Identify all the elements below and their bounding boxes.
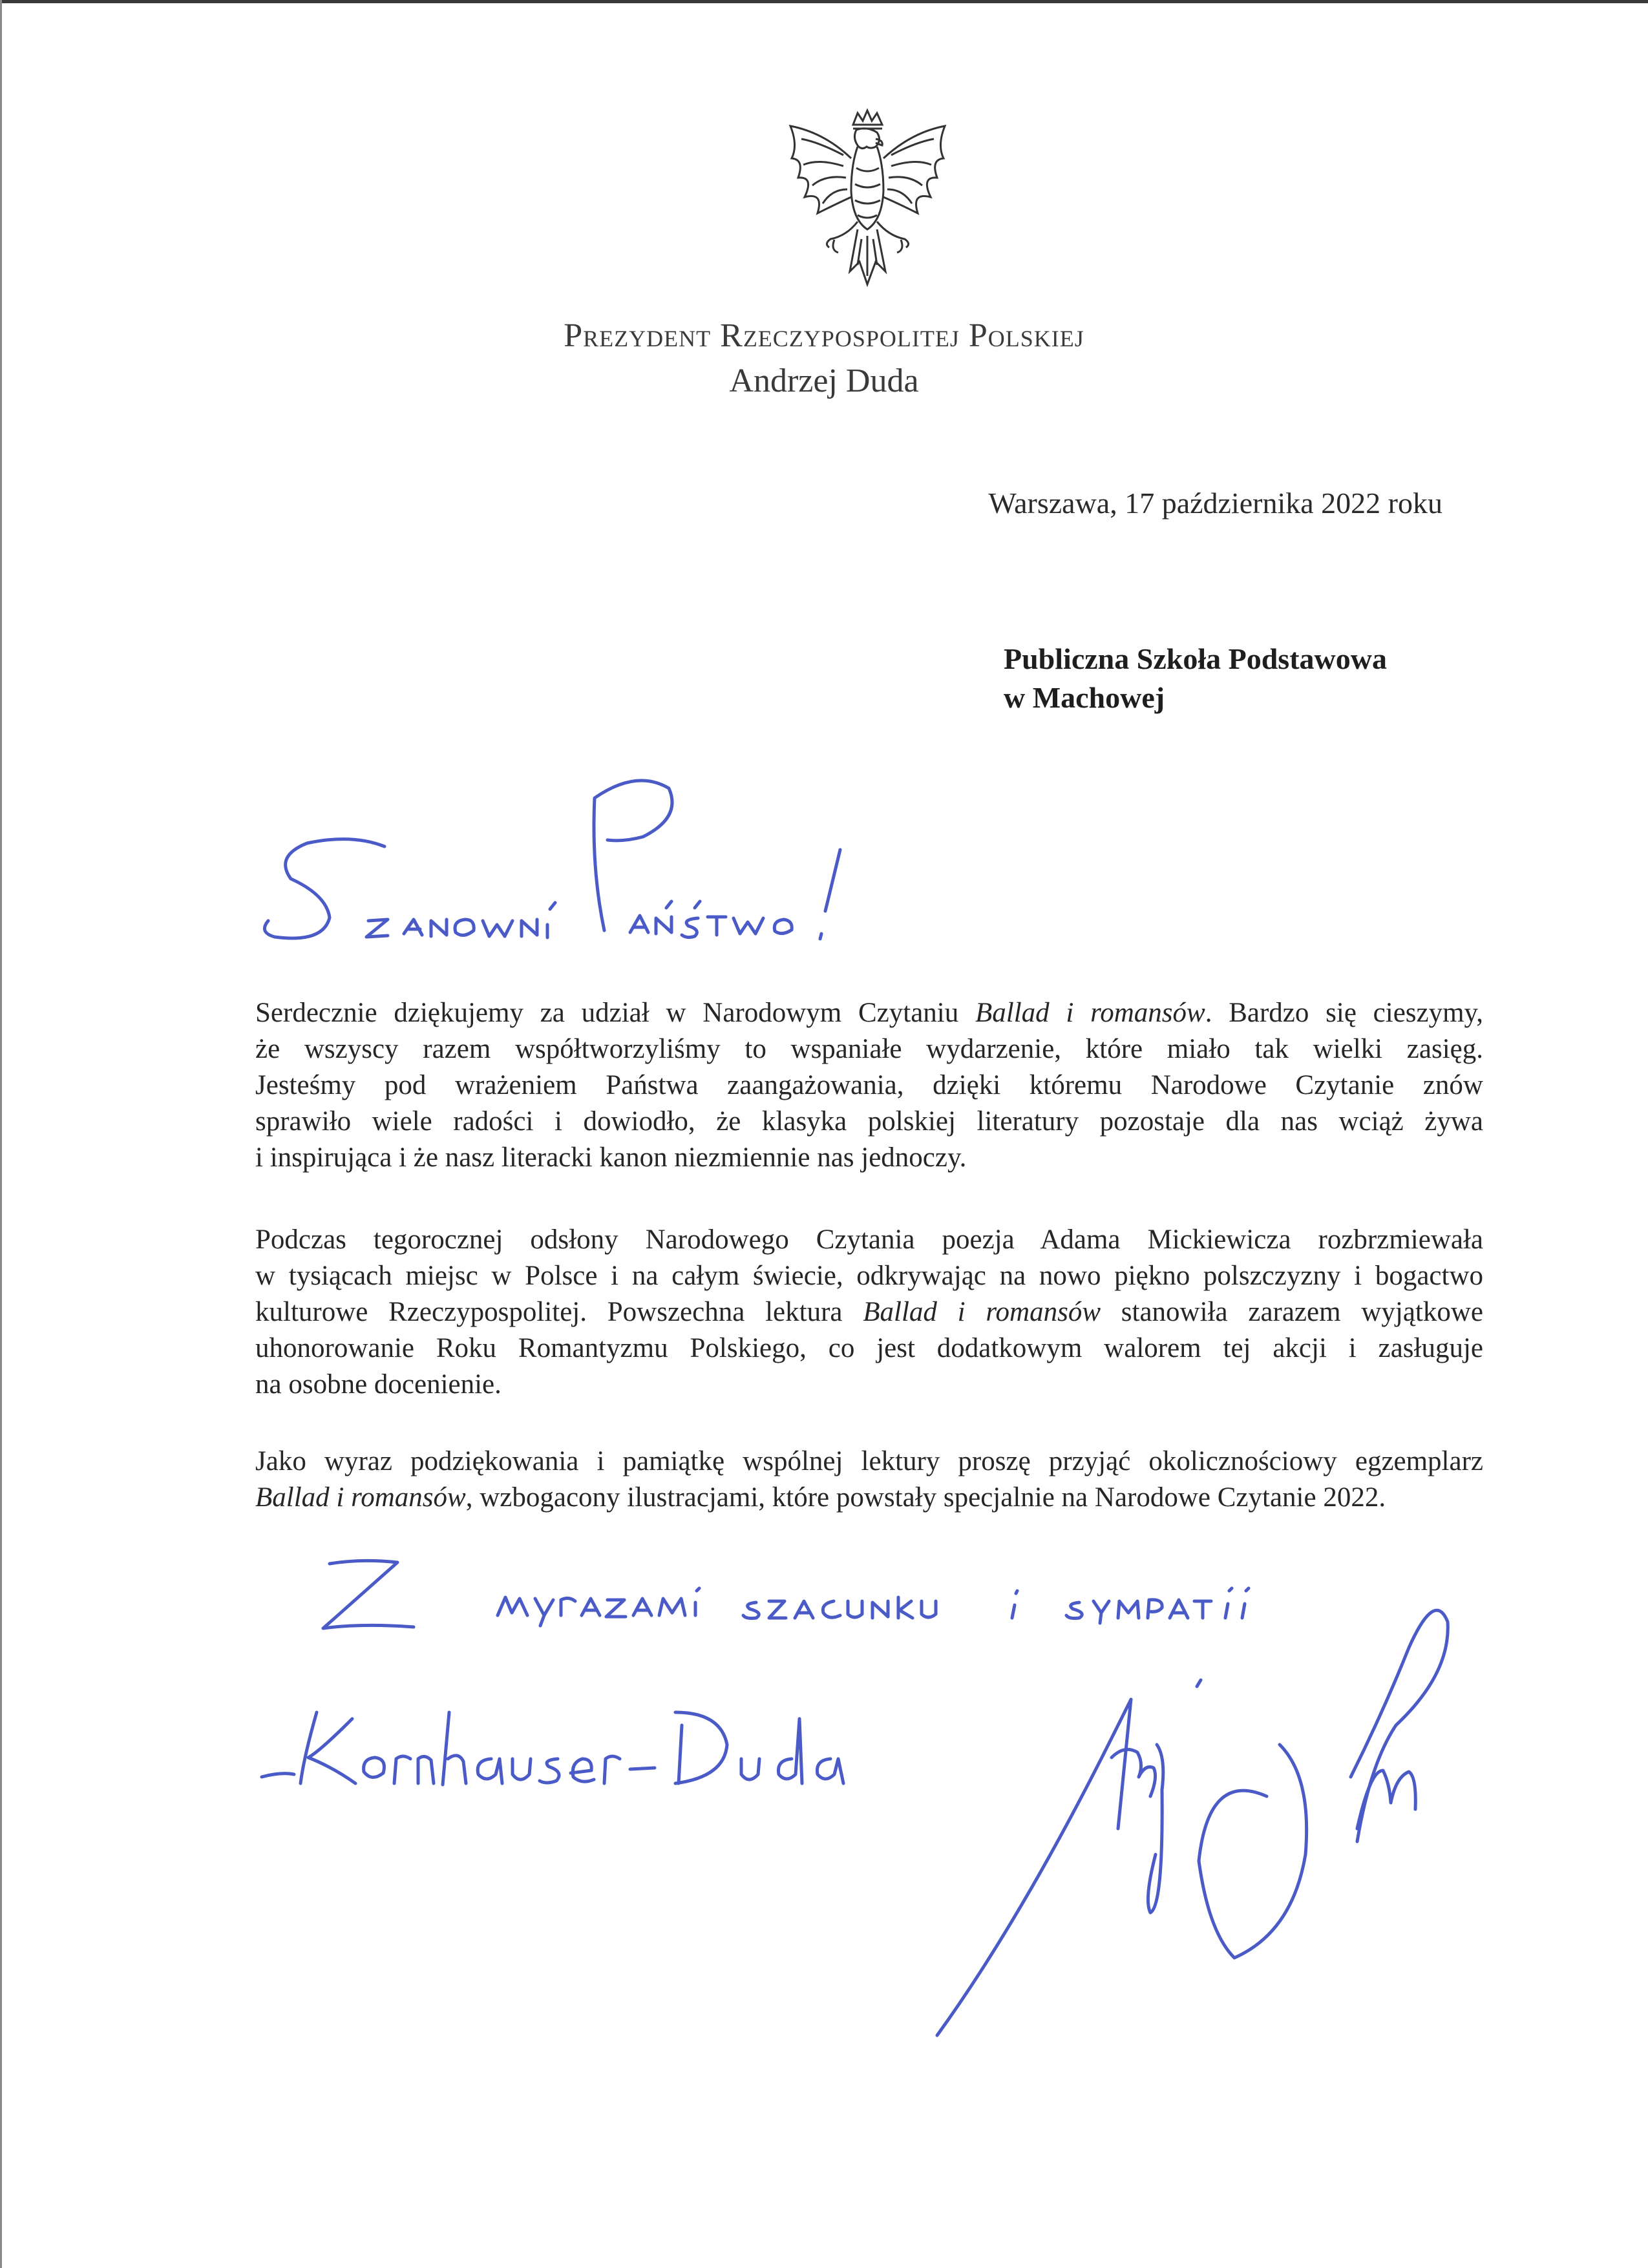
paragraph-1-line-5: i inspirująca i że nasz literacki kanon niezmiennie nas jednoczy. bbox=[255, 1142, 967, 1173]
paragraph-3-line-2: Ballad i romansów, wzbogacony ilustracjami, które powstały specjalnie na Narodowe Czytanie 2022. bbox=[255, 1482, 1386, 1513]
recipient-address bbox=[1004, 640, 1387, 717]
handwritten-greeting bbox=[255, 772, 863, 960]
body-paragraph-2 bbox=[255, 1222, 1483, 1403]
white-eagle-emblem-icon bbox=[779, 107, 956, 291]
paragraph-1-line-4: sprawiło wiele radości i dowiodło, że klasyka polskiej literatury pozostaje dla nas wciąż żywa bbox=[255, 1106, 1483, 1137]
paragraph-2-line-3: kulturowe Rzeczypospolitej. Powszechna lektura Ballad i romansów stanowiła zarazem wyjątkowe bbox=[255, 1297, 1483, 1327]
header-name: Andrzej Duda bbox=[729, 362, 919, 399]
letter-date: Warszawa, 17 października 2022 roku bbox=[988, 487, 1442, 520]
paragraph-1-line-2: że wszyscy razem współtworzyliśmy to wspaniałe wydarzenie, które miało tak wielki zasięg. bbox=[255, 1034, 1483, 1064]
body-paragraph-1 bbox=[255, 995, 1483, 1176]
recipient-line-1: Publiczna Szkoła Podstawowa bbox=[1004, 642, 1387, 675]
paragraph-2-line-5: na osobne docenienie. bbox=[255, 1369, 502, 1400]
signature-kornhauser-duda bbox=[255, 1686, 856, 1816]
header-title: Prezydent Rzeczypospolitej Polskiej bbox=[564, 317, 1084, 354]
paragraph-3-line-1: Jako wyraz podziękowania i pamiątkę wspólnej lektury proszę przyjąć okolicznościowy egzemplarz bbox=[255, 1446, 1483, 1476]
paragraph-1-line-1: Serdecznie dziękujemy za udział w Narodowym Czytaniu Ballad i romansów. Bardzo się cieszymy, bbox=[255, 998, 1484, 1028]
signature-andrzej-duda bbox=[905, 1583, 1474, 2048]
scan-top-edge bbox=[0, 0, 1648, 3]
paragraph-2-line-4: uhonorowanie Roku Romantyzmu Polskiego, co jest dodatkowym walorem tej akcji i zasługuje bbox=[255, 1333, 1483, 1363]
paragraph-2-line-2: w tysiącach miejsc w Polsce i na całym świecie, odkrywając na nowo piękno polszczyzny i bogactwo bbox=[255, 1261, 1483, 1291]
recipient-line-2: w Machowej bbox=[1004, 681, 1165, 714]
body-paragraph-3 bbox=[255, 1444, 1483, 1516]
paragraph-1-line-3: Jesteśmy pod wrażeniem Państwa zaangażowania, dzięki któremu Narodowe Czytanie znów bbox=[255, 1070, 1483, 1100]
paragraph-2-line-1: Podczas tegorocznej odsłony Narodowego Czytania poezja Adama Mickiewicza rozbrzmiewała bbox=[255, 1224, 1483, 1255]
